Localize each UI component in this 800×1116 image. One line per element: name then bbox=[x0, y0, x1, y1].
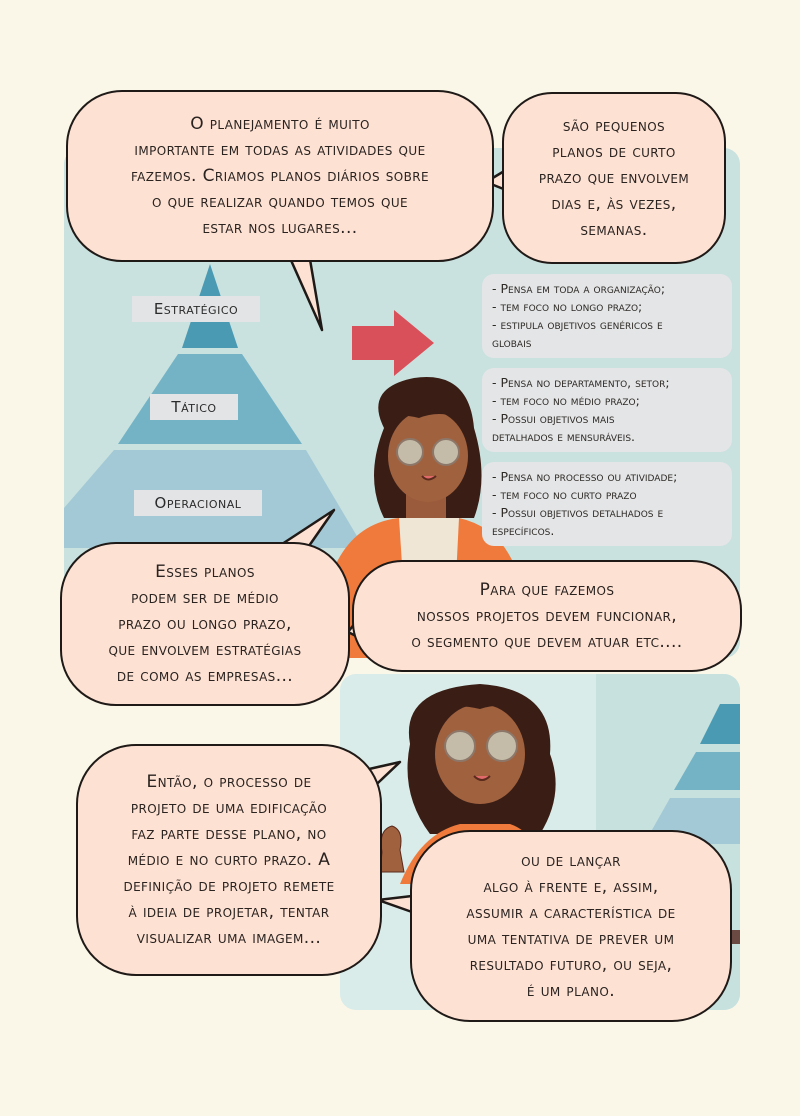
speech-bubble-2 bbox=[502, 92, 726, 264]
info-line: - Possui objetivos detalhados e bbox=[492, 505, 664, 520]
bubble-line: prazo que envolvem bbox=[538, 168, 690, 188]
speech-bubble-5 bbox=[76, 744, 382, 976]
speech-bubble-4 bbox=[352, 560, 742, 672]
bubble-line: uma tentativa de prever um bbox=[467, 929, 675, 949]
bubble-line: definição de projeto remete bbox=[123, 876, 335, 896]
bubble-line: algo à frente e, assim, bbox=[483, 877, 659, 897]
bubble-line: semanas. bbox=[580, 220, 648, 240]
bubble-line: projeto de uma edificação bbox=[130, 798, 328, 818]
bubble-line: Então, o processo de bbox=[146, 772, 312, 792]
bubble-line: são pequenos bbox=[562, 116, 666, 136]
bubble-line: de como as empresas... bbox=[116, 666, 294, 686]
bubble-line: planos de curto bbox=[552, 142, 676, 162]
bubble-line: médio e no curto prazo. A bbox=[127, 850, 331, 870]
bubble-line: podem ser de médio bbox=[131, 588, 279, 608]
pyramid-label-operational: Operacional bbox=[134, 490, 262, 516]
tail-b6 bbox=[378, 896, 412, 912]
info-line: - estipula objetivos genéricos e bbox=[492, 317, 663, 332]
bubble-line: que envolvem estratégias bbox=[108, 640, 302, 660]
bubble-line: à ideia de projetar, tentar bbox=[128, 902, 330, 922]
bubble-line: prazo ou longo prazo, bbox=[118, 614, 292, 634]
info-line: - tem foco no médio prazo; bbox=[492, 393, 640, 408]
info-line: - Pensa no processo ou atividade; bbox=[492, 469, 678, 484]
info-line: específicos. bbox=[492, 523, 555, 538]
info-line: - Possui objetivos mais bbox=[492, 411, 615, 426]
info-line: - tem foco no curto prazo bbox=[492, 487, 637, 502]
thumb-icon bbox=[380, 826, 404, 872]
bubble-line: importante em todas as atividades que bbox=[134, 140, 426, 160]
info-line: - Pensa em toda a organização; bbox=[492, 281, 666, 296]
bubble-line: O planejamento é muito bbox=[190, 114, 370, 134]
pyramid-label-tactical: Tático bbox=[150, 394, 238, 420]
bubble-line: o segmento que devem atuar etc.... bbox=[411, 632, 683, 652]
bubble-line: estar nos lugares... bbox=[202, 218, 358, 238]
speech-bubble-6 bbox=[410, 830, 732, 1022]
bubble-line: faz parte desse plano, no bbox=[131, 824, 327, 844]
info-line: detalhados e mensuráveis. bbox=[492, 429, 636, 444]
bubble-line: Esses planos bbox=[155, 562, 255, 582]
bubble-line: visualizar uma imagem... bbox=[136, 928, 322, 948]
bubble-line: é um plano. bbox=[526, 981, 616, 1001]
pyramid-label-strategic: Estratégico bbox=[132, 296, 260, 322]
info-line: globais bbox=[492, 335, 532, 350]
bubble-line: Para que fazemos bbox=[479, 580, 615, 600]
speech-bubble-3 bbox=[60, 542, 350, 706]
bubble-line: resultado futuro, ou seja, bbox=[469, 955, 673, 975]
bubble-line: o que realizar quando temos que bbox=[151, 192, 409, 212]
bubble-line: ou de lançar bbox=[521, 851, 621, 871]
bubble-line: dias e, às vezes, bbox=[551, 194, 677, 214]
bubble-line: fazemos. Criamos planos diários sobre bbox=[130, 166, 429, 186]
info-line: - tem foco no longo prazo; bbox=[492, 299, 643, 314]
speech-bubble-1 bbox=[66, 90, 494, 262]
bubble-line: assumir a característica de bbox=[466, 903, 676, 923]
info-line: - Pensa no departamento, setor; bbox=[492, 375, 670, 390]
bubble-line: nossos projetos devem funcionar, bbox=[416, 606, 678, 626]
